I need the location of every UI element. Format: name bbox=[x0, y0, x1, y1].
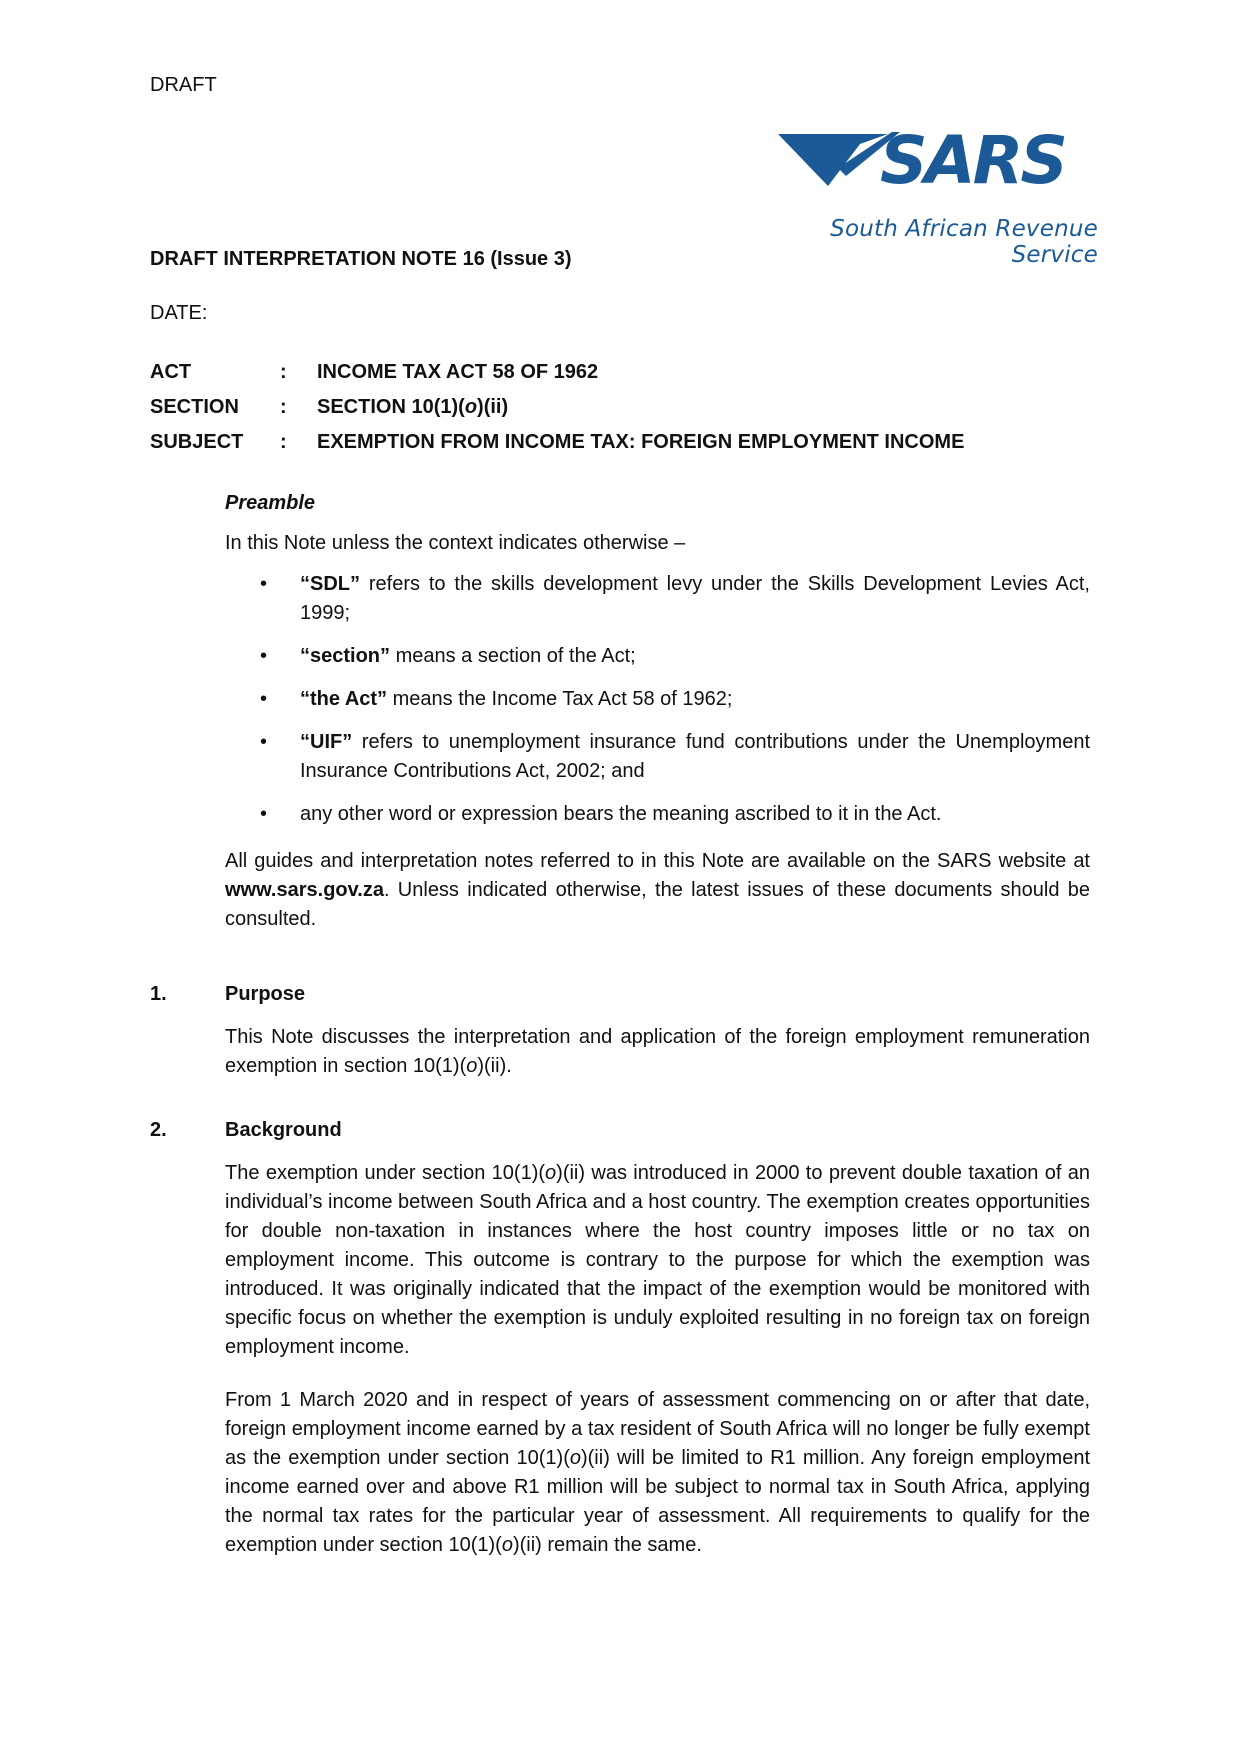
text-run-italic: o bbox=[466, 1055, 478, 1077]
document-meta-table bbox=[150, 355, 964, 460]
meta-value-part: )(ii) bbox=[477, 396, 509, 418]
definition-term: “the Act” bbox=[300, 688, 388, 710]
definitions-list bbox=[225, 570, 1090, 829]
meta-separator: : bbox=[280, 361, 287, 383]
section-heading-purpose bbox=[150, 983, 305, 1006]
background-paragraph-2 bbox=[225, 1386, 1090, 1560]
meta-value-italic: o bbox=[464, 396, 478, 418]
meta-value-part: SECTION 10(1)( bbox=[317, 396, 465, 418]
text-run: )(ii). bbox=[477, 1055, 512, 1077]
definition-item bbox=[225, 685, 1090, 714]
preamble-section bbox=[225, 489, 1090, 934]
section-title: Background bbox=[225, 1119, 342, 1141]
definition-term: “section” bbox=[300, 645, 391, 667]
text-run-italic: o bbox=[569, 1447, 581, 1469]
preamble-heading: Preamble bbox=[225, 492, 316, 514]
definition-item bbox=[225, 642, 1090, 671]
section-heading-background bbox=[150, 1119, 342, 1142]
text-run: )(ii) will be limited to R1 million. Any foreign employment income earned over and above R1 million will be subject to normal tax in South Africa, applying the normal tax rates for the particular year of assessment. All requirements to qualify for the exemption under section 10(1)( bbox=[225, 1447, 1090, 1556]
date-label: DATE: bbox=[150, 302, 208, 324]
sars-logo bbox=[768, 122, 1098, 268]
text-run: )(ii) was introduced in 2000 to prevent double taxation of an individual’s income between South Africa and a host country. The exemption creates opportunities for double non-taxation in instances where the host country imposes little or no tax on employment income. This outcome is contrary to the purpose for which the exemption was introduced. It was originally indicated that the impact of the exemption would be monitored with specific focus on whether the exemption is unduly exploited resulting in no foreign tax on foreign employment income. bbox=[225, 1162, 1090, 1358]
meta-separator: : bbox=[280, 431, 287, 453]
bullet-icon: • bbox=[260, 803, 268, 825]
meta-separator: : bbox=[280, 396, 287, 418]
definition-text: refers to unemployment insurance fund contributions under the Unemployment Insurance Contributions Act, 2002; and bbox=[300, 731, 1090, 782]
guides-text: All guides and interpretation notes referred to in this Note are available on the SARS website at bbox=[225, 850, 1090, 872]
draft-watermark-label: DRAFT bbox=[150, 74, 217, 96]
sars-website-link[interactable]: www.sars.gov.za bbox=[225, 879, 384, 901]
guides-paragraph bbox=[225, 847, 1090, 934]
definition-text: means a section of the Act; bbox=[390, 645, 636, 667]
meta-row-subject bbox=[150, 425, 964, 460]
meta-value: EXEMPTION FROM INCOME TAX: FOREIGN EMPLOYMENT INCOME bbox=[317, 431, 965, 453]
sars-wordmark: SARS bbox=[880, 122, 1065, 199]
guides-text: . Unless indicated otherwise, the latest issues of these documents should be consulted. bbox=[225, 879, 1090, 930]
text-run-italic: o bbox=[501, 1534, 513, 1556]
meta-value bbox=[317, 396, 508, 419]
meta-value: INCOME TAX ACT 58 OF 1962 bbox=[317, 361, 599, 383]
definition-text: refers to the skills development levy under the Skills Development Levies Act, 1999; bbox=[300, 573, 1090, 624]
meta-key: SUBJECT bbox=[150, 431, 244, 453]
text-run: The exemption under section 10(1)( bbox=[225, 1162, 546, 1184]
definition-term: “SDL” bbox=[300, 573, 360, 595]
bullet-icon: • bbox=[260, 645, 268, 667]
definition-item bbox=[225, 800, 1090, 829]
background-body bbox=[225, 1159, 1090, 1560]
section-number: 1. bbox=[150, 983, 167, 1005]
definition-item bbox=[225, 570, 1090, 628]
meta-row-section bbox=[150, 390, 964, 425]
text-run: This Note discusses the interpretation and application of the foreign employment remuneration exemption in section 10(1)( bbox=[225, 1026, 1090, 1077]
definition-item bbox=[225, 728, 1090, 786]
text-run: From 1 March 2020 and in respect of years of assessment commencing on or after that date, foreign employment income earned by a tax resident of South Africa will no longer be fully exempt as the exemption under section 10(1)( bbox=[225, 1389, 1090, 1469]
meta-key: SECTION bbox=[150, 396, 239, 418]
text-run-italic: o bbox=[545, 1162, 557, 1184]
bullet-icon: • bbox=[260, 688, 268, 710]
background-paragraph-1 bbox=[225, 1159, 1090, 1362]
sars-tagline: South African Revenue Service bbox=[830, 216, 1098, 268]
bullet-icon: • bbox=[260, 731, 268, 753]
definition-text: any other word or expression bears the meaning ascribed to it in the Act. bbox=[300, 803, 942, 825]
definition-term: “UIF” bbox=[300, 731, 353, 753]
document-title: DRAFT INTERPRETATION NOTE 16 (Issue 3) bbox=[150, 248, 572, 270]
preamble-intro: In this Note unless the context indicates otherwise – bbox=[225, 532, 686, 554]
purpose-paragraph bbox=[225, 1023, 1090, 1081]
meta-key: ACT bbox=[150, 361, 192, 383]
bullet-icon: • bbox=[260, 573, 268, 595]
meta-row-act bbox=[150, 355, 964, 390]
text-run: )(ii) remain the same. bbox=[512, 1534, 702, 1556]
purpose-body bbox=[225, 1023, 1090, 1081]
definition-text: means the Income Tax Act 58 of 1962; bbox=[387, 688, 733, 710]
section-title: Purpose bbox=[225, 983, 306, 1005]
section-number: 2. bbox=[150, 1119, 167, 1141]
